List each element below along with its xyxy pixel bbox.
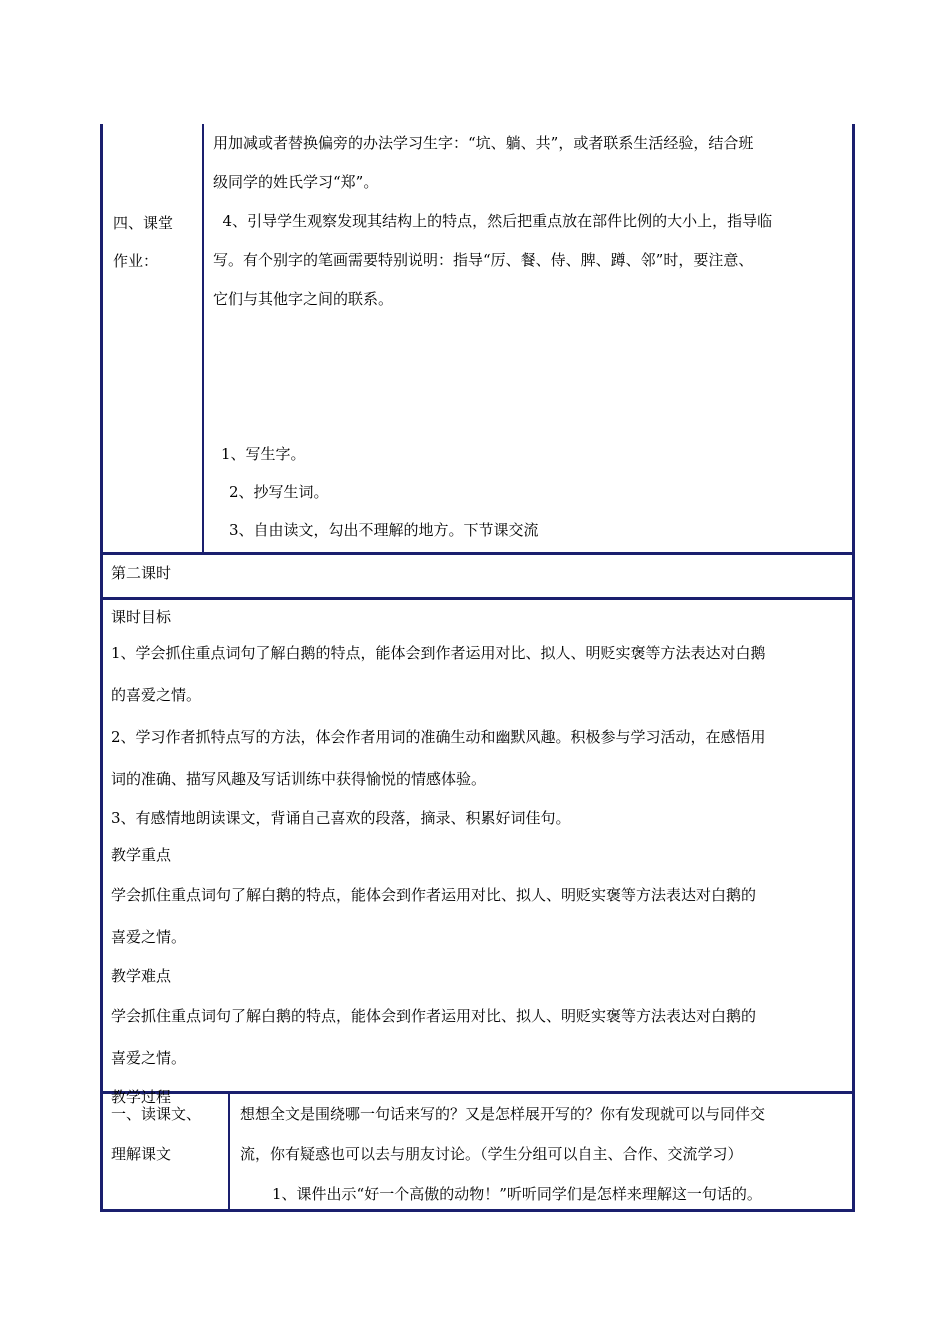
process-heading: 教学过程 xyxy=(111,1088,172,1106)
text-line: 1、课件出示“好一个高傲的动物！”听听同学们是怎样来理解这一句话的。 xyxy=(272,1185,762,1203)
text-line: 用加减或者替换偏旁的办法学习生字：“坑、躺、共”，或者联系生活经验，结合班 xyxy=(213,134,754,152)
lesson-plan-table xyxy=(100,124,858,1212)
process-content xyxy=(240,1094,852,1214)
label-line: 四、课堂 xyxy=(113,214,174,232)
difficult-heading: 教学难点 xyxy=(111,967,172,985)
goals-content xyxy=(111,600,851,1116)
homework-content xyxy=(213,124,849,549)
text-line: 的喜爱之情。 xyxy=(111,686,202,704)
text-line: 学会抓住重点词句了解白鹅的特点，能体会到作者运用对比、拟人、明贬实褒等方法表达对白鹅的 xyxy=(111,1007,757,1025)
homework-label xyxy=(113,204,198,280)
text-line: 2、学习作者抓特点写的方法，体会作者用词的准确生动和幽默风趣。积极参与学习活动，在感悟用 xyxy=(111,728,766,746)
task-item: 1、写生字。 xyxy=(221,445,306,463)
goals-heading: 课时目标 xyxy=(111,608,172,626)
process-label xyxy=(111,1094,226,1174)
text-line: 流，你有疑惑也可以去与朋友讨论。（学生分组可以自主、合作、交流学习） xyxy=(240,1145,743,1163)
text-line: 级同学的姓氏学习“郑”。 xyxy=(213,173,379,191)
text-line: 它们与其他字之间的联系。 xyxy=(213,290,394,308)
column-divider xyxy=(228,1094,230,1209)
label-line: 作业： xyxy=(113,252,159,270)
text-line: 1、学会抓住重点词句了解白鹅的特点，能体会到作者运用对比、拟人、明贬实褒等方法表达对白鹅 xyxy=(111,644,766,662)
text-line: 喜爱之情。 xyxy=(111,1049,187,1067)
label-line: 理解课文 xyxy=(111,1145,172,1163)
task-item: 2、抄写生词。 xyxy=(229,483,329,501)
text-line: 4、引导学生观察发现其结构上的特点，然后把重点放在部件比例的大小上，指导临 xyxy=(213,212,773,230)
label-line: 一、读课文、 xyxy=(111,1105,202,1123)
lesson-two-title: 第二课时 xyxy=(111,564,172,582)
column-divider xyxy=(202,124,204,552)
process-section xyxy=(100,1094,855,1212)
lesson-two-row xyxy=(100,555,855,600)
text-line: 词的准确、描写风趣及写话训练中获得愉悦的情感体验。 xyxy=(111,770,487,788)
homework-section xyxy=(100,124,855,555)
text-line: 3、有感情地朗读课文，背诵自己喜欢的段落，摘录、积累好词佳句。 xyxy=(111,809,571,827)
spacer xyxy=(213,319,849,435)
text-line: 学会抓住重点词句了解白鹅的特点，能体会到作者运用对比、拟人、明贬实褒等方法表达对白鹅的 xyxy=(111,886,757,904)
text-line: 想想全文是围绕哪一句话来写的？又是怎样展开写的？你有发现就可以与同伴交 xyxy=(240,1105,766,1123)
goals-section xyxy=(100,600,855,1106)
text-line: 喜爱之情。 xyxy=(111,928,187,946)
task-item: 3、自由读文，勾出不理解的地方。下节课交流 xyxy=(229,521,539,539)
key-heading: 教学重点 xyxy=(111,846,172,864)
text-line: 写。有个别字的笔画需要特别说明：指导“厉、餐、侍、脾、蹲、邻”时，要注意、 xyxy=(213,251,754,269)
